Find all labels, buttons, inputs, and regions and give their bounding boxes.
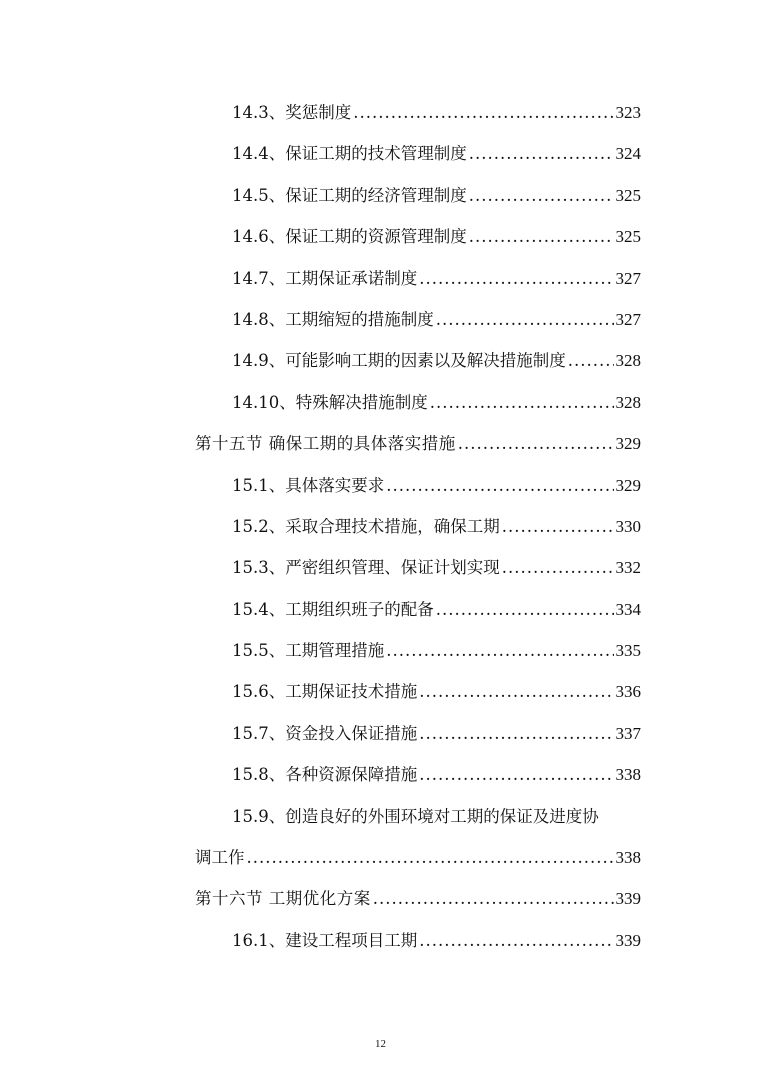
toc-entry-label: 15.5、工期管理措施 (232, 641, 385, 661)
toc-entry[interactable] (195, 258, 641, 299)
toc-entry-page: 327 (615, 309, 641, 329)
dot-leader (419, 754, 613, 795)
toc-entry-page: 335 (615, 641, 641, 661)
toc-entry[interactable] (195, 175, 641, 216)
dot-leader (247, 837, 614, 878)
dot-leader (458, 423, 614, 464)
toc-entry[interactable] (195, 796, 641, 837)
toc-entry-page: 336 (615, 682, 641, 702)
toc-entry-label: 15.6、工期保证技术措施 (232, 682, 418, 702)
toc-entry[interactable] (195, 547, 641, 588)
dot-leader (419, 671, 613, 712)
toc-entry[interactable] (195, 382, 641, 423)
dot-leader (353, 92, 613, 133)
toc-entry-page: 325 (615, 185, 641, 205)
toc-entry-label: 15.4、工期组织班子的配备 (232, 599, 434, 619)
toc-entry-page: 329 (615, 475, 641, 495)
toc-entry-label: 14.5、保证工期的经济管理制度 (232, 185, 467, 205)
dot-leader (430, 382, 614, 423)
toc-entry-page: 328 (615, 351, 641, 371)
toc-entry[interactable] (195, 133, 641, 174)
toc-entry[interactable] (195, 630, 641, 671)
toc-entry-label: 第十六节 工期优化方案 (195, 889, 371, 909)
toc-entry[interactable] (195, 754, 641, 795)
toc-entry-page: 339 (615, 889, 641, 909)
dot-leader (436, 589, 614, 630)
toc-entry-label: 15.7、资金投入保证措施 (232, 723, 418, 743)
dot-leader (386, 630, 613, 671)
dot-leader (419, 713, 613, 754)
toc-entry-page: 330 (615, 516, 641, 536)
toc-section-entry[interactable] (195, 878, 641, 919)
toc-entry-label: 15.1、具体落实要求 (232, 475, 385, 495)
toc-entry[interactable] (195, 299, 641, 340)
toc-entry[interactable] (195, 713, 641, 754)
toc-entry-label: 14.8、工期缩短的措施制度 (232, 309, 434, 329)
toc-entry-label: 15.8、各种资源保障措施 (232, 765, 418, 785)
toc-entry-label: 14.10、特殊解决措施制度 (232, 392, 428, 412)
toc-entry-label: 15.3、严密组织管理、保证计划实现 (232, 558, 500, 578)
toc-entry-page: 328 (615, 392, 641, 412)
toc-entry-page: 337 (615, 723, 641, 743)
toc-entry[interactable] (195, 465, 641, 506)
dot-leader (502, 506, 614, 547)
toc-entry[interactable] (195, 92, 641, 133)
toc-entry-page: 325 (615, 227, 641, 247)
toc-entry-page: 332 (615, 558, 641, 578)
toc-entry-label: 14.4、保证工期的技术管理制度 (232, 144, 467, 164)
toc-entry-page: 329 (615, 434, 641, 454)
toc-entry-label: 14.3、奖惩制度 (232, 103, 352, 122)
dot-leader (419, 920, 613, 961)
toc-entry-label: 14.7、工期保证承诺制度 (232, 268, 418, 288)
dot-leader (469, 216, 614, 257)
toc-entry-label-cont: 调工作 (195, 848, 245, 868)
toc-entry-label: 14.9、可能影响工期的因素以及解决措施制度 (232, 351, 566, 371)
toc-entry-page: 334 (615, 599, 641, 619)
dot-leader (436, 299, 614, 340)
toc-entry[interactable] (195, 589, 641, 630)
toc-entry-page: 338 (615, 848, 641, 868)
toc-entry[interactable] (195, 671, 641, 712)
dot-leader (373, 878, 614, 919)
toc-entry-page: 339 (615, 930, 641, 950)
toc-entry[interactable] (195, 506, 641, 547)
dot-leader (386, 465, 613, 506)
table-of-contents (195, 92, 641, 961)
toc-entry-label: 15.2、采取合理技术措施，确保工期 (232, 516, 500, 536)
toc-entry[interactable] (195, 216, 641, 257)
toc-entry-label: 第十五节 确保工期的具体落实措施 (195, 434, 456, 454)
dot-leader (469, 133, 614, 174)
dot-leader (502, 547, 614, 588)
toc-entry-page: 338 (615, 765, 641, 785)
toc-entry-label: 16.1、建设工程项目工期 (232, 930, 418, 950)
toc-entry-page: 323 (615, 103, 641, 122)
dot-leader (419, 258, 613, 299)
toc-entry[interactable] (195, 920, 641, 961)
dot-leader (568, 340, 614, 381)
page-number: 12 (375, 1038, 386, 1050)
toc-entry-page: 324 (615, 144, 641, 164)
toc-entry[interactable] (195, 340, 641, 381)
toc-entry-page: 327 (615, 268, 641, 288)
toc-entry-label: 14.6、保证工期的资源管理制度 (232, 227, 467, 247)
toc-section-entry[interactable] (195, 423, 641, 464)
dot-leader (469, 175, 614, 216)
toc-entry-continuation[interactable] (195, 837, 641, 878)
toc-entry-label: 15.9、创造良好的外围环境对工期的保证及进度协 (232, 806, 599, 826)
